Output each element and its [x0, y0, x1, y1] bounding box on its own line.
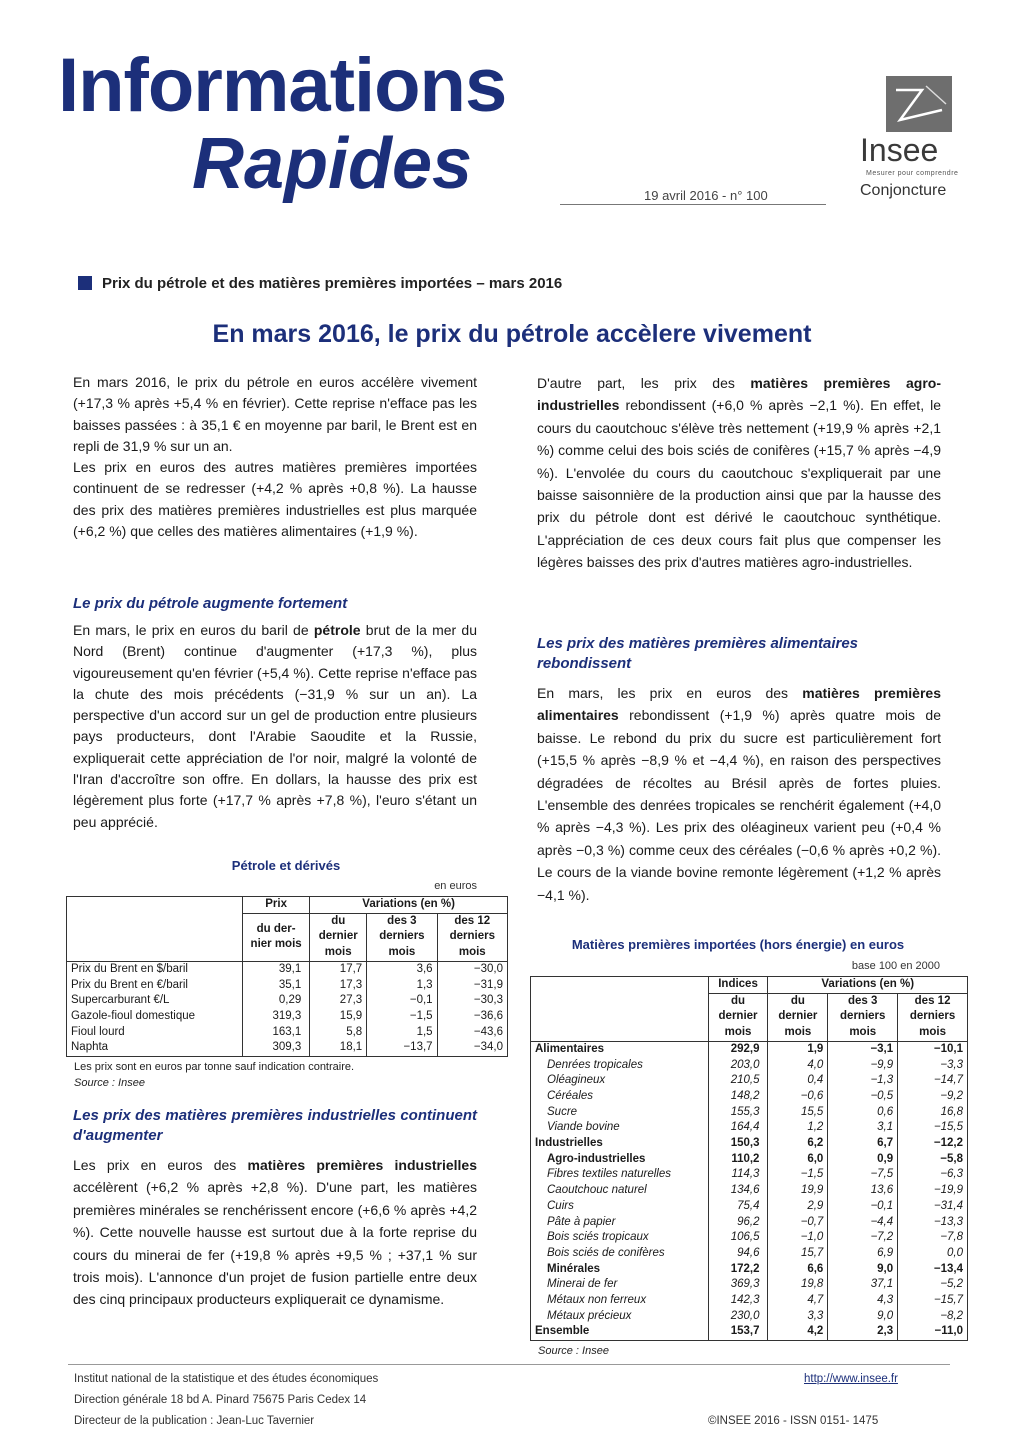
row-value: 0,29: [242, 993, 309, 1009]
right-alimentaires: [537, 682, 941, 906]
row-label: Gazole-fioul domestique: [67, 1009, 243, 1025]
row-value: 0,9: [828, 1152, 898, 1168]
row-value: 203,0: [708, 1058, 768, 1074]
kicker: Prix du pétrole et des matières premières importées – mars 2016: [102, 275, 563, 292]
table-row: [67, 978, 508, 994]
row-value: −3,3: [898, 1058, 968, 1074]
table1-unit: en euros: [434, 880, 477, 892]
row-value: 6,6: [768, 1262, 828, 1278]
row-label: Industrielles: [531, 1136, 709, 1152]
section-industrielles-text-b: matières premières industrielles: [247, 1157, 477, 1173]
row-value: 230,0: [708, 1309, 768, 1325]
table-row: [531, 1167, 968, 1183]
headline: En mars 2016, le prix du pétrole accèlere vivement: [212, 320, 812, 348]
row-value: −7,8: [898, 1230, 968, 1246]
table-row: [531, 1089, 968, 1105]
row-label: Bois sciés tropicaux: [531, 1230, 709, 1246]
section-industrielles-text-a: Les prix en euros des: [73, 1157, 248, 1173]
intro-paragraph-2: Les prix en euros des autres matières premières importées continuent de se redresser (+4,2 % après +0,8 %). La hausse des prix des matières premières industrielles est plus marquée (+6,2 %) que celles des matières alimentaires (+1,9 %).: [73, 459, 477, 540]
row-value: 114,3: [708, 1167, 768, 1183]
row-value: 27,3: [310, 993, 367, 1009]
table-row: [531, 1183, 968, 1199]
table2-unit: base 100 en 2000: [851, 960, 940, 972]
row-value: 3,1: [828, 1120, 898, 1136]
row-value: 9,0: [828, 1309, 898, 1325]
right-agro: [537, 372, 941, 574]
row-value: −6,3: [898, 1167, 968, 1183]
table-row: [531, 1246, 968, 1262]
row-value: −7,5: [828, 1167, 898, 1183]
row-value: 1,9: [768, 1041, 828, 1057]
section-industrielles-text-c: accélèrent (+6,2 % après +2,8 %). D'une part, les matières premières minérales se renchérissent encore (+6,6 % après +4,2 %). Cette nouvelle hausse est surtout due à la forte reprise du cours du minerai de fer (+19,8 % après +9,5 % ; +37,1 % sur trois mois). L'annonce d'un projet de fusion partielle entre deux des cinq principaux producteurs expliquerait ce dynamisme.: [73, 1179, 477, 1308]
row-value: 4,2: [768, 1324, 828, 1340]
table-row: [531, 1073, 968, 1089]
row-value: 155,3: [708, 1105, 768, 1121]
row-value: −13,4: [898, 1262, 968, 1278]
row-value: 309,3: [242, 1040, 309, 1056]
kicker-square-icon: [78, 276, 92, 290]
row-value: −15,7: [898, 1293, 968, 1309]
row-value: 15,5: [768, 1105, 828, 1121]
issue-date-number: 19 avril 2016 - n° 100: [644, 188, 768, 203]
right-alimentaires-text-a: En mars, les prix en euros des: [537, 685, 803, 701]
table2-header-col2: du dernier mois: [768, 993, 828, 1041]
row-label: Alimentaires: [531, 1041, 709, 1057]
row-value: −12,2: [898, 1136, 968, 1152]
table2-header-indices: Indices: [708, 977, 768, 994]
footer-website-link[interactable]: http://www.insee.fr: [804, 1373, 898, 1385]
row-label: Sucre: [531, 1105, 709, 1121]
row-value: −0,7: [768, 1215, 828, 1231]
row-value: 110,2: [708, 1152, 768, 1168]
row-value: −14,7: [898, 1073, 968, 1089]
insee-logo-subtitle: Conjoncture: [860, 182, 947, 199]
row-label: Minérales: [531, 1262, 709, 1278]
table-petrole: [66, 896, 508, 1057]
table-row: [531, 1215, 968, 1231]
row-label: Denrées tropicales: [531, 1058, 709, 1074]
row-value: 164,4: [708, 1120, 768, 1136]
row-value: −8,2: [898, 1309, 968, 1325]
brand-title-rapides: Rapides: [192, 124, 473, 204]
row-value: 17,7: [310, 961, 367, 977]
row-value: 6,9: [828, 1246, 898, 1262]
row-value: 94,6: [708, 1246, 768, 1262]
table-row: [531, 1324, 968, 1340]
row-value: −43,6: [437, 1025, 507, 1041]
row-value: 13,6: [828, 1183, 898, 1199]
row-label: Supercarburant €/L: [67, 993, 243, 1009]
row-value: 0,6: [828, 1105, 898, 1121]
table2-header-empty: [531, 977, 709, 1042]
row-value: 17,3: [310, 978, 367, 994]
footer-rule: [68, 1364, 950, 1365]
row-label: Oléagineux: [531, 1073, 709, 1089]
table1-source: Source : Insee: [74, 1077, 145, 1089]
row-value: −9,9: [828, 1058, 898, 1074]
section-petrole-text-c: brut de la mer du Nord (Brent) continue d'augmenter (+17,3 %), plus vigoureusement qu'en février (+5,4 %). Cette reprise n'efface pas la chute des mois précédents (−31,9 % sur un an). La perspective d'un accord sur un gel de production entre plusieurs pays producteurs, dont l'Arabie Saoudite et la Russie, expliquerait cette appréciation de l'or noir, malgré la volonté de l'Iran d'accroître son offre. En dollars, la hausse des prix est légèrement plus forte (+17,7 % après +7,8 %), l'euro s'étant un peu apprécié.: [73, 622, 477, 830]
table2-title: Matières premières importées (hors énergie) en euros: [571, 937, 905, 952]
table2-header-col3: des 3 derniers mois: [828, 993, 898, 1041]
table1-header-col3: des 3 derniers mois: [367, 913, 437, 961]
insee-logo-mark: [886, 76, 952, 132]
row-value: 15,9: [310, 1009, 367, 1025]
row-value: −13,3: [898, 1215, 968, 1231]
row-value: 6,7: [828, 1136, 898, 1152]
right-alimentaires-text-b: matières premières alimentaires: [537, 685, 941, 724]
row-value: 150,3: [708, 1136, 768, 1152]
row-value: −34,0: [437, 1040, 507, 1056]
footer-address: Direction générale 18 bd A. Pinard 75675 Paris Cedex 14: [74, 1394, 367, 1406]
table-row: [67, 1025, 508, 1041]
row-value: 37,1: [828, 1277, 898, 1293]
row-value: 3,3: [768, 1309, 828, 1325]
row-label: Fioul lourd: [67, 1025, 243, 1041]
row-value: 148,2: [708, 1089, 768, 1105]
row-value: −9,2: [898, 1089, 968, 1105]
row-value: −0,5: [828, 1089, 898, 1105]
table1-header-col2: du dernier mois: [310, 913, 367, 961]
left-intro: [73, 372, 477, 542]
insee-logo-name: Insee: [860, 132, 939, 168]
row-value: −31,9: [437, 978, 507, 994]
row-value: 2,9: [768, 1199, 828, 1215]
row-value: 75,4: [708, 1199, 768, 1215]
table1-header-col4: des 12 derniers mois: [437, 913, 507, 961]
table-row: [531, 1262, 968, 1278]
row-value: 19,8: [768, 1277, 828, 1293]
row-value: 172,2: [708, 1262, 768, 1278]
row-value: −19,9: [898, 1183, 968, 1199]
row-value: −30,0: [437, 961, 507, 977]
row-value: −11,0: [898, 1324, 968, 1340]
row-label: Métaux précieux: [531, 1309, 709, 1325]
row-value: 96,2: [708, 1215, 768, 1231]
row-label: Pâte à papier: [531, 1215, 709, 1231]
row-value: 6,0: [768, 1152, 828, 1168]
row-value: 4,3: [828, 1293, 898, 1309]
row-label: Naphta: [67, 1040, 243, 1056]
table1-note-text: Les prix sont en euros par tonne sauf indication contraire.: [74, 1061, 355, 1073]
table-row: [67, 961, 508, 977]
section-petrole-text-a: En mars, le prix en euros du baril de: [73, 622, 314, 638]
table2-source: Source : Insee: [538, 1345, 609, 1357]
row-value: −4,4: [828, 1215, 898, 1231]
table-row: [531, 1230, 968, 1246]
row-value: 15,7: [768, 1246, 828, 1262]
row-value: 1,5: [367, 1025, 437, 1041]
row-label: Caoutchouc naturel: [531, 1183, 709, 1199]
table-row: [531, 1041, 968, 1057]
table-row: [531, 1058, 968, 1074]
row-value: 6,2: [768, 1136, 828, 1152]
table-row: [531, 1277, 968, 1293]
table2-header-variations: Variations (en %): [768, 977, 968, 994]
subheading-alimentaires: Les prix des matières premières alimentaires rebondissent: [537, 635, 859, 672]
row-value: 163,1: [242, 1025, 309, 1041]
table1-header-col1: du der-nier mois: [242, 913, 309, 961]
row-value: 16,8: [898, 1105, 968, 1121]
table-row: [67, 1040, 508, 1056]
footer-institute: Institut national de la statistique et des études économiques: [74, 1373, 379, 1385]
table-row: [531, 1105, 968, 1121]
row-value: −1,5: [768, 1167, 828, 1183]
table-row: [531, 1152, 968, 1168]
row-label: Céréales: [531, 1089, 709, 1105]
row-value: 2,3: [828, 1324, 898, 1340]
right-agro-text-b: matières premières agro-industrielles: [537, 375, 941, 414]
right-agro-text-c: rebondissent (+6,0 % après −2,1 %). En effet, le cours du caoutchouc s'élève très nettement (+19,9 % après +2,1 %) comme celui des bois sciés de conifères (+15,7 % après −4,9 %). L'envolée du cours du caoutchouc s'expliquerait par une baisse saisonnière de la production ainsi que par la hausse des prix du pétrole dont est dérivé le caoutchouc synthétique. L'appréciation de ces deux cours fait plus que compenser les légères baisses des prix d'autres matières agro-industrielles.: [537, 397, 941, 571]
row-value: 0,4: [768, 1073, 828, 1089]
row-label: Prix du Brent en €/baril: [67, 978, 243, 994]
row-value: 9,0: [828, 1262, 898, 1278]
section-petrole: [73, 620, 477, 833]
row-value: 5,8: [310, 1025, 367, 1041]
table1-header-empty: [67, 897, 243, 962]
row-value: −0,1: [367, 993, 437, 1009]
row-label: Métaux non ferreux: [531, 1293, 709, 1309]
row-value: 319,3: [242, 1009, 309, 1025]
row-label: Cuirs: [531, 1199, 709, 1215]
row-value: 292,9: [708, 1041, 768, 1057]
table1-header-variations: Variations (en %): [310, 897, 508, 914]
section-industrielles: [73, 1154, 477, 1311]
row-value: 4,0: [768, 1058, 828, 1074]
table2-header-col1: du dernier mois: [708, 993, 768, 1041]
row-value: −5,2: [898, 1277, 968, 1293]
table-row: [531, 1309, 968, 1325]
row-value: 18,1: [310, 1040, 367, 1056]
row-value: 106,5: [708, 1230, 768, 1246]
row-value: −10,1: [898, 1041, 968, 1057]
intro-paragraph-1: En mars 2016, le prix du pétrole en euros accélère vivement (+17,3 % après +5,4 % en février). Cette reprise n'efface pas les baisses passées : à 35,1 € en moyenne par baril, le Brent est en repli de 31,9 % sur un an.: [73, 374, 477, 454]
insee-logo-tagline: Mesurer pour comprendre: [866, 170, 959, 177]
subheading-petrole: Le prix du pétrole augmente fortement: [73, 595, 348, 612]
table-matieres-premieres: [530, 976, 968, 1341]
row-label: Prix du Brent en $/baril: [67, 961, 243, 977]
row-value: 39,1: [242, 961, 309, 977]
table1-note: [74, 1059, 354, 1091]
row-value: −7,2: [828, 1230, 898, 1246]
row-value: 35,1: [242, 978, 309, 994]
row-value: 369,3: [708, 1277, 768, 1293]
header-rule: [560, 204, 826, 205]
row-value: −1,3: [828, 1073, 898, 1089]
section-petrole-text-b: pétrole: [313, 622, 361, 638]
table-row: [67, 1009, 508, 1025]
table2-header-col4: des 12 derniers mois: [898, 993, 968, 1041]
row-value: 153,7: [708, 1324, 768, 1340]
row-value: −3,1: [828, 1041, 898, 1057]
table1-header-prix: Prix: [242, 897, 309, 914]
table-row: [531, 1136, 968, 1152]
row-label: Ensemble: [531, 1324, 709, 1340]
subheading-industrielles: Les prix des matières premières industrielles continuent d'augmenter: [73, 1107, 477, 1144]
right-agro-text-a: D'autre part, les prix des: [537, 375, 751, 391]
table-row: [67, 993, 508, 1009]
row-value: 1,2: [768, 1120, 828, 1136]
row-value: 142,3: [708, 1293, 768, 1309]
row-label: Bois sciés de conifères: [531, 1246, 709, 1262]
row-value: 0,0: [898, 1246, 968, 1262]
row-value: −0,1: [828, 1199, 898, 1215]
table-row: [531, 1199, 968, 1215]
row-value: 19,9: [768, 1183, 828, 1199]
right-alimentaires-text-c: rebondissent (+1,9 %) après quatre mois de baisse. Le rebond du prix du sucre est particulièrement fort (+15,5 % après −8,9 % et −4,4 %), en raison des perspectives dégradées de récoltes au Brésil après de fortes pluies. L'ensemble des denrées tropicales se renchérit également (+4,0 % après −4,3 %). Les prix des oléagineux varient peu (+0,4 % après −0,3 %) comme ceux des céréales (−0,6 % après +0,2 %). Le cours de la viande bovine remonte légèrement (+1,2 % après −4,1 %).: [537, 707, 941, 903]
footer-director: Directeur de la publication : Jean-Luc Tavernier: [74, 1415, 315, 1427]
row-value: 4,7: [768, 1293, 828, 1309]
row-value: −0,6: [768, 1089, 828, 1105]
row-value: 210,5: [708, 1073, 768, 1089]
row-value: −30,3: [437, 993, 507, 1009]
row-value: −13,7: [367, 1040, 437, 1056]
table-row: [531, 1293, 968, 1309]
row-label: Agro-industrielles: [531, 1152, 709, 1168]
row-label: Viande bovine: [531, 1120, 709, 1136]
insee-logo-icon: [886, 76, 952, 132]
footer-copyright: ©INSEE 2016 - ISSN 0151- 1475: [708, 1415, 879, 1427]
row-label: Minerai de fer: [531, 1277, 709, 1293]
row-value: 134,6: [708, 1183, 768, 1199]
row-value: 3,6: [367, 961, 437, 977]
table-row: [531, 1120, 968, 1136]
brand-title-informations: Informations: [58, 43, 507, 128]
row-value: −31,4: [898, 1199, 968, 1215]
row-value: −5,8: [898, 1152, 968, 1168]
row-label: Fibres textiles naturelles: [531, 1167, 709, 1183]
row-value: −1,5: [367, 1009, 437, 1025]
row-value: −1,0: [768, 1230, 828, 1246]
row-value: −15,5: [898, 1120, 968, 1136]
table1-title: Pétrole et dérivés: [231, 858, 341, 873]
row-value: −36,6: [437, 1009, 507, 1025]
row-value: 1,3: [367, 978, 437, 994]
